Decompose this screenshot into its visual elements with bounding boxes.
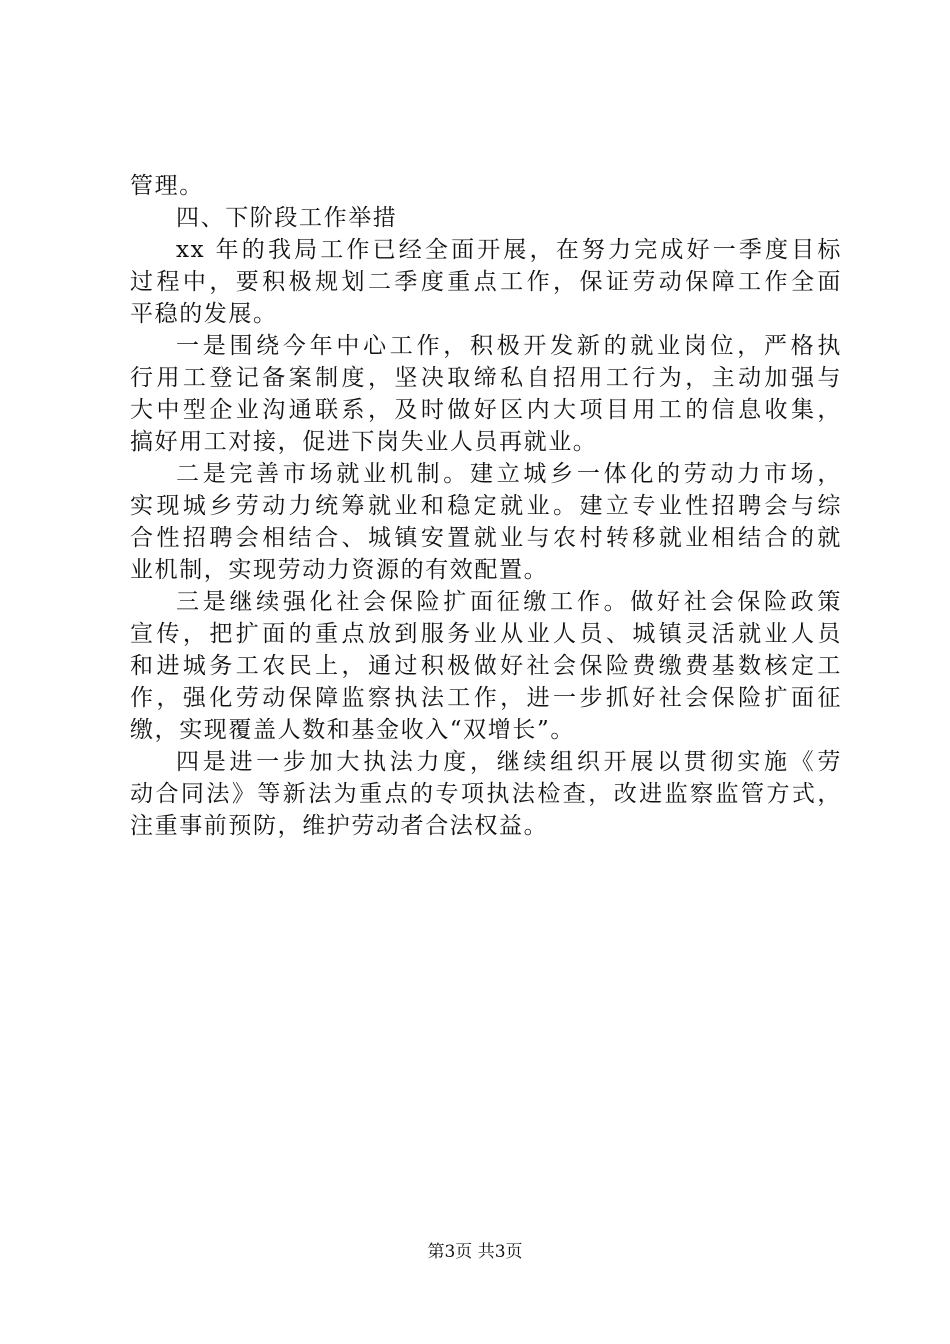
text-line: 一是围绕今年中心工作，积极开发新的就业岗位，严格执 [176,333,842,359]
text-line: 实现城乡劳动力统筹就业和稳定就业。建立专业性招聘会与综 [130,493,842,519]
text-line: 业机制，实现劳动力资源的有效配置。 [130,557,549,583]
text-line: xx 年的我局工作已经全面开展，在努力完成好一季度目标 [176,237,842,263]
text-line: 二是完善市场就业机制。建立城乡一体化的劳动力市场， [176,461,842,487]
text-line: 四是进一步加大执法力度，继续组织开展以贯彻实施《劳 [176,749,842,775]
text-line: 大中型企业沟通联系，及时做好区内大项目用工的信息收集， [130,397,842,423]
page-footer: 第3页 共3页 [427,1242,523,1262]
text-line: 行用工登记备案制度，坚决取缔私自招用工行为，主动加强与 [130,365,842,391]
text-line: 动合同法》等新法为重点的专项执法检查，改进监察监管方式， [130,781,842,807]
text-line: 合性招聘会相结合、城镇安置就业与农村转移就业相结合的就 [130,525,842,551]
text-line: 宣传，把扩面的重点放到服务业从业人员、城镇灵活就业人员 [130,621,842,647]
text-line: 过程中，要积极规划二季度重点工作，保证劳动保障工作全面 [130,269,842,295]
text-line: 三是继续强化社会保险扩面征缴工作。做好社会保险政策 [176,589,842,615]
text-line: 作，强化劳动保障监察执法工作，进一步抓好社会保险扩面征 [130,685,842,711]
text-line: 注重事前预防，维护劳动者合法权益。 [130,813,549,839]
text-line: 管理。 [130,173,204,199]
text-line: 和进城务工农民上，通过积极做好社会保险费缴费基数核定工 [130,653,842,679]
text-line: 搞好用工对接，促进下岗失业人员再就业。 [130,429,598,455]
text-line: 四、下阶段工作举措 [176,205,398,231]
text-line: 缴，实现覆盖人数和基金收入“双增长”。 [130,717,575,743]
text-line: 平稳的发展。 [130,301,278,327]
document-body [130,170,842,842]
